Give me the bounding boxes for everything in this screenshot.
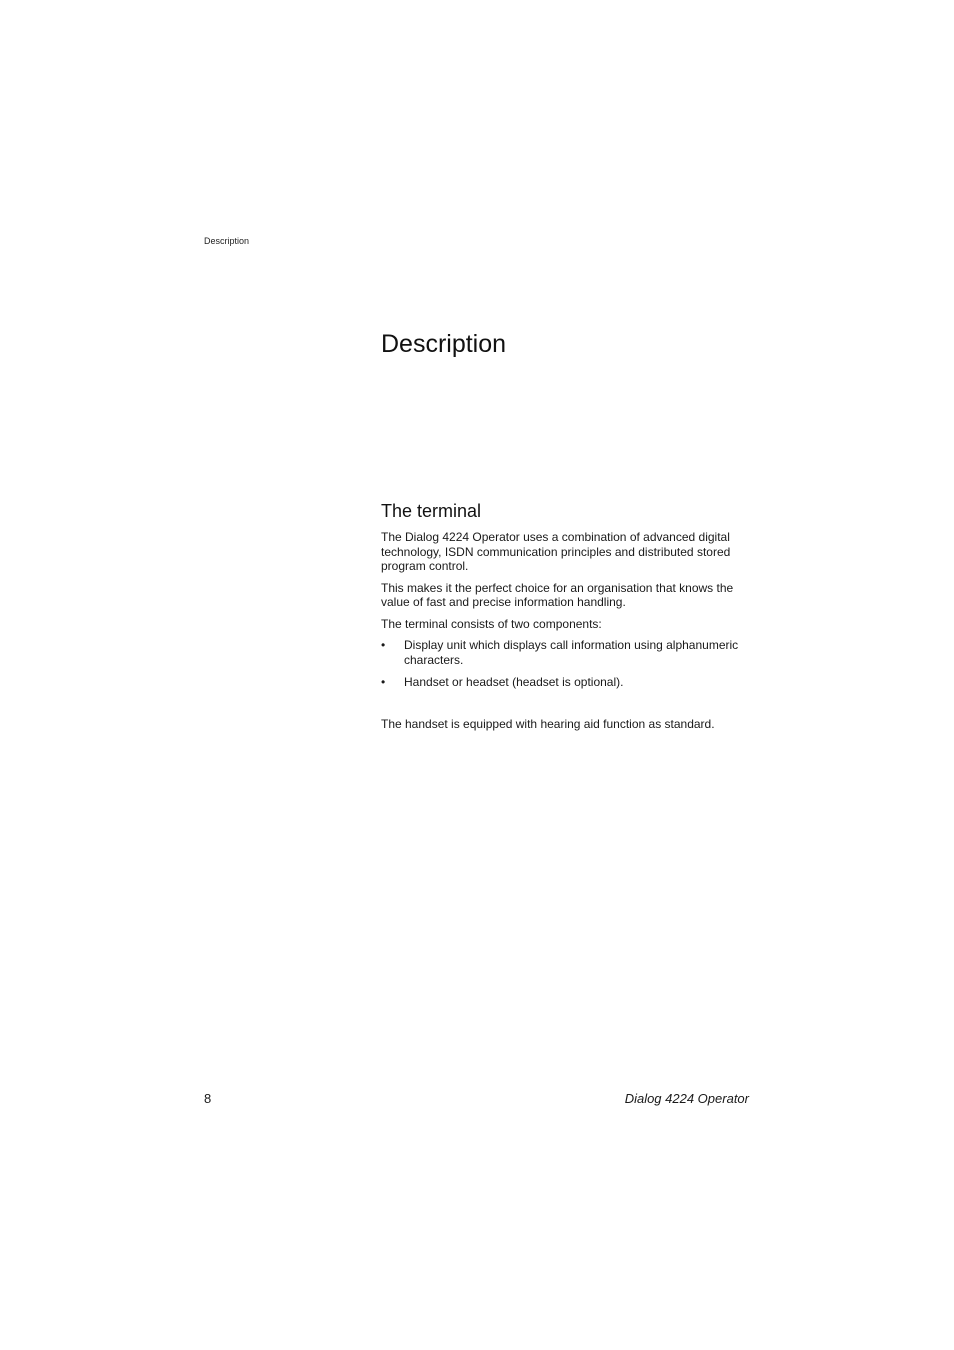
footer-document-title: Dialog 4224 Operator <box>624 1091 749 1106</box>
bullet-icon: • <box>381 675 386 689</box>
list-item-text: Display unit which displays call information using alphanumeric characters. <box>404 638 739 667</box>
paragraph-intro: The Dialog 4224 Operator uses a combination of advanced digital technology, ISDN communication principles and distributed stored program control. <box>381 530 731 573</box>
paragraph-components-intro: The terminal consists of two components: <box>381 616 602 631</box>
list-item-text: Handset or headset (headset is optional). <box>404 675 624 689</box>
list-item <box>381 638 751 667</box>
components-list <box>381 638 751 690</box>
chapter-title: Description <box>381 330 507 358</box>
section-heading: The terminal <box>381 501 482 521</box>
paragraph-benefit: This makes it the perfect choice for an organisation that knows the value of fast and precise information handling. <box>381 580 734 609</box>
section-the-terminal <box>381 500 751 738</box>
page-number: 8 <box>204 1091 212 1106</box>
bullet-icon: • <box>381 638 386 652</box>
paragraph-hearing-aid: The handset is equipped with hearing aid function as standard. <box>381 716 715 731</box>
running-header: Description <box>204 236 250 246</box>
list-item <box>381 675 751 690</box>
